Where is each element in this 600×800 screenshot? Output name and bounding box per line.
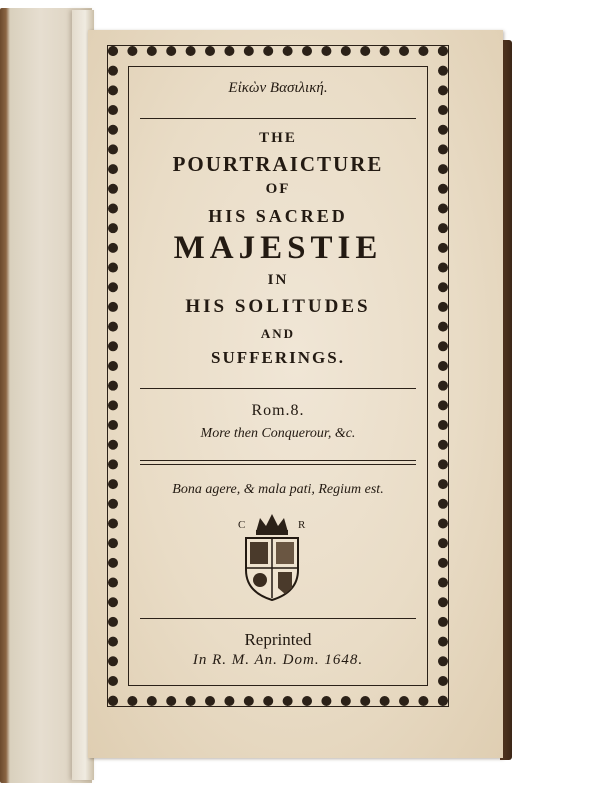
title-line: SUFFERINGS.: [211, 348, 345, 367]
imprint-line: In R. M. An. Dom. 1648.: [192, 652, 364, 668]
crest-initial: C: [238, 519, 246, 531]
reprinted-line: Reprinted: [244, 630, 312, 649]
greek-heading: Εἰκὼν Βασιλική.: [228, 80, 328, 96]
latin-motto: Bona agere, & mala pati, Regium est.: [172, 482, 384, 497]
divider-rule: [140, 118, 416, 119]
royal-crest-icon: [232, 508, 312, 604]
crest-initial: R: [298, 519, 306, 531]
divider-rule: [140, 464, 416, 465]
title-line: HIS SACRED: [208, 206, 348, 226]
title-line: AND: [260, 326, 296, 341]
scripture-reference: Rom.8.: [251, 402, 305, 419]
divider-rule: [140, 460, 416, 461]
title-line: OF: [265, 181, 291, 197]
title-line: POURTRAICTURE: [172, 152, 384, 176]
divider-rule: [140, 388, 416, 389]
title-line: IN: [267, 272, 289, 288]
title-line: HIS SOLITUDES: [185, 296, 371, 317]
divider-rule: [140, 618, 416, 619]
title-line: MAJESTIE: [173, 230, 383, 266]
scripture-quote: More then Conquerour, &c.: [200, 426, 356, 441]
title-line: THE: [259, 130, 297, 146]
